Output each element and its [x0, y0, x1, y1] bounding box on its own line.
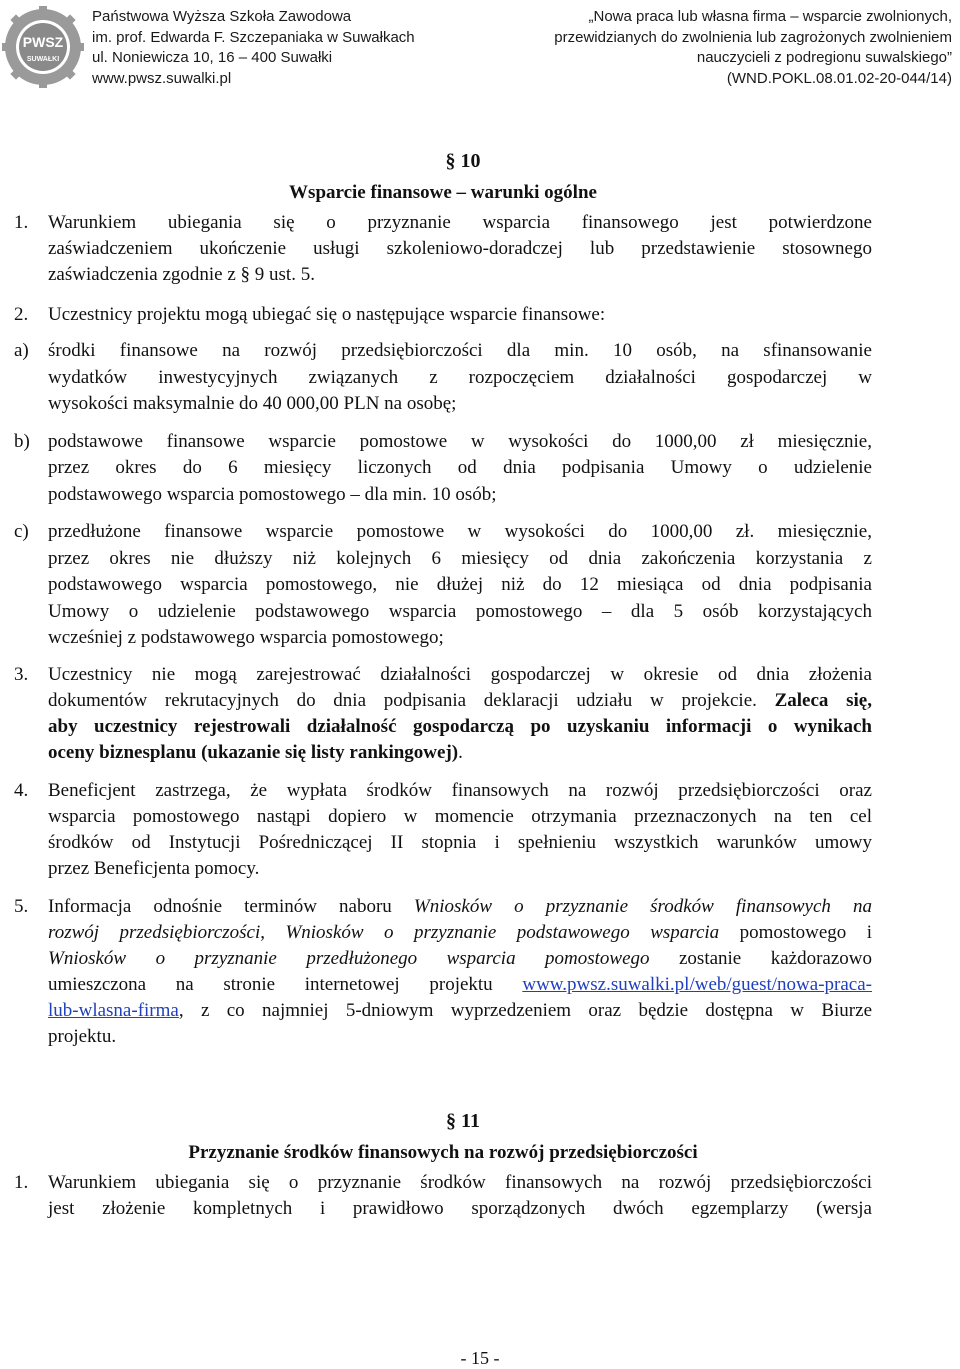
institution-info	[92, 7, 415, 89]
item-number: 1.	[14, 1171, 29, 1193]
section-10-item-2a	[14, 338, 872, 418]
institution-name: Państwowa Wyższa Szkoła Zawodowa	[92, 8, 352, 25]
text-fragment: Informacja odnośnie terminów naboru	[48, 895, 414, 917]
section-11-item-1	[14, 1170, 872, 1222]
svg-text:SUWAŁKI: SUWAŁKI	[26, 56, 60, 63]
text-fragment: zostanie każdorazowo	[649, 947, 872, 969]
italic-fragment: Wniosków o przyznanie środków finansowych na	[413, 895, 872, 917]
section-10-item-3	[14, 662, 872, 766]
section-10-item-2	[14, 302, 872, 328]
text-line: środki finansowe na rozwój przedsiębiorczości dla min. 10 osób, na sfinansowanie	[48, 340, 872, 361]
sub-item-label: c)	[14, 521, 29, 542]
text-line: przez Beneficjenta pomocy.	[48, 857, 260, 879]
institution-website: www.pwsz.suwalki.pl	[92, 69, 232, 87]
text-line: jest złożenie kompletnych i prawidłowo sporządzonych dwóch egzemplarzy (wersja	[48, 1197, 872, 1219]
text-line: Beneficjent zastrzega, że wypłata środków finansowych na rozwój przedsiębiorczości oraz	[48, 779, 872, 801]
text-line: podstawowe finansowe wsparcie pomostowe w wysokości do 1000,00 zł miesięcznie,	[48, 430, 872, 452]
section-10-number: § 10	[445, 150, 481, 172]
project-website-link-continued[interactable]: lub-wlasna-firma	[48, 999, 179, 1021]
institution-patron: im. prof. Edwarda F. Szczepaniaka w Suwałkach	[92, 28, 415, 46]
document-body	[14, 146, 872, 1222]
bold-fragment: Zaleca się,	[774, 689, 872, 711]
project-website-link[interactable]: www.pwsz.suwalki.pl/web/guest/nowa-praca-	[522, 973, 872, 995]
section-10-item-2b	[14, 429, 872, 509]
text-line: Warunkiem ubiegania się o przyznanie środków finansowych na rozwój przedsiębiorczości	[48, 1171, 872, 1193]
italic-fragment: Wniosków o przyznanie przedłużonego wsparcia pomostowego	[48, 947, 650, 969]
institution-address: ul. Noniewicza 10, 16 – 400 Suwałki	[92, 49, 333, 66]
text-fragment: pomostowego i	[719, 921, 873, 943]
text-line: Umowy o udzielenie podstawowego wsparcia pomostowego – dla 5 osób korzystających	[48, 600, 872, 622]
item-number: 1.	[14, 212, 29, 233]
pwsz-logo-icon	[2, 6, 84, 88]
item-number: 4.	[14, 779, 29, 801]
item-number: 3.	[14, 663, 29, 685]
text-line: podstawowego wsparcia pomostowego, nie dłużej niż do 12 miesiąca od dnia podpisania	[48, 574, 872, 595]
sub-item-label: a)	[14, 340, 29, 361]
text-line: środków od Instytucji Pośredniczącej II stopnia i spełnieniu wszystkich warunków umowy	[48, 831, 872, 853]
text-line: zaświadczenia zgodnie z § 9 ust. 5.	[48, 264, 315, 285]
section-10-item-5	[14, 894, 872, 1050]
section-10-item-4	[14, 778, 872, 882]
text-line: zaświadczeniem ukończenie usługi szkoleniowo-doradczej lub przedstawienie stosownego	[48, 238, 872, 259]
sub-item-label: b)	[14, 430, 30, 452]
project-title-line-3: nauczycieli z podregionu suwalskiego”	[696, 49, 952, 66]
page-number: - 15 -	[460, 1348, 500, 1368]
text-line: wydatków inwestycyjnych związanych z rozpoczęciem działalności gospodarczej w	[48, 366, 872, 388]
text-fragment: dokumentów rekrutacyjnych do dnia podpisania deklaracji udziału w projekcie.	[48, 689, 757, 711]
text-fragment: ,	[260, 921, 286, 943]
bold-fragment: aby uczestnicy rejestrowali działalność gospodarczą po uzyskaniu informacji o wynikach	[48, 715, 872, 737]
text-line: wysokości maksymalnie do 40 000,00 PLN na osobę;	[48, 393, 457, 414]
section-10-item-2c	[14, 519, 872, 652]
svg-text:PWSZ: PWSZ	[22, 34, 64, 50]
item-number: 2.	[14, 304, 29, 325]
text-fragment: .	[458, 741, 463, 763]
project-info	[452, 7, 952, 89]
text-line: projektu.	[48, 1025, 117, 1047]
text-line: wcześniej z podstawowego wsparcia pomostowego;	[48, 627, 444, 648]
text-line: przez okres nie dłuższy niż kolejnych 6 miesięcy od dnia zakończenia korzystania z	[48, 547, 872, 569]
text-line: Uczestnicy projektu mogą ubiegać się o następujące wsparcie finansowe:	[48, 304, 606, 325]
bold-fragment: oceny biznesplanu (ukazanie się listy rankingowej)	[48, 741, 459, 763]
project-title-line-2: przewidzianych do zwolnienia lub zagrożonych zwolnieniem	[554, 28, 952, 46]
section-11-title: Przyznanie środków finansowych na rozwój przedsiębiorczości	[188, 1141, 698, 1163]
section-11-number: § 11	[446, 1109, 480, 1132]
text-line: podstawowego wsparcia pomostowego – dla min. 10 osób;	[48, 483, 497, 505]
text-line: przedłużone finansowe wsparcie pomostowe w wysokości do 1000,00 zł. miesięcznie,	[48, 521, 872, 542]
text-fragment: umieszczona na stronie internetowej projektu	[48, 973, 523, 995]
italic-fragment: rozwój przedsiębiorczości	[48, 921, 261, 943]
text-line: Uczestnicy nie mogą zarejestrować działalności gospodarczej w okresie od dnia złożenia	[48, 663, 872, 685]
text-fragment: , z co najmniej 5-dniowym wyprzedzeniem oraz będzie dostępna w Biurze	[178, 999, 872, 1021]
italic-fragment: Wniosków o przyznanie podstawowego wsparcia	[285, 921, 720, 943]
page-header	[0, 0, 960, 110]
project-code: (WND.POKL.08.01.02-20-044/14)	[726, 69, 952, 87]
text-line: przez okres do 6 miesięcy liczonych od dnia podpisania Umowy o udzielenie	[48, 457, 872, 478]
item-number: 5.	[14, 895, 29, 917]
text-line: wsparcia pomostowego nastąpi dopiero w momencie otrzymania przeznaczonych na ten cel	[48, 805, 872, 827]
text-line: Warunkiem ubiegania się o przyznanie wsparcia finansowego jest potwierdzone	[48, 212, 872, 233]
section-10-title: Wsparcie finansowe – warunki ogólne	[289, 182, 597, 203]
section-10-item-1	[14, 210, 872, 288]
project-title-line-1: „Nowa praca lub własna firma – wsparcie zwolnionych,	[588, 8, 952, 25]
